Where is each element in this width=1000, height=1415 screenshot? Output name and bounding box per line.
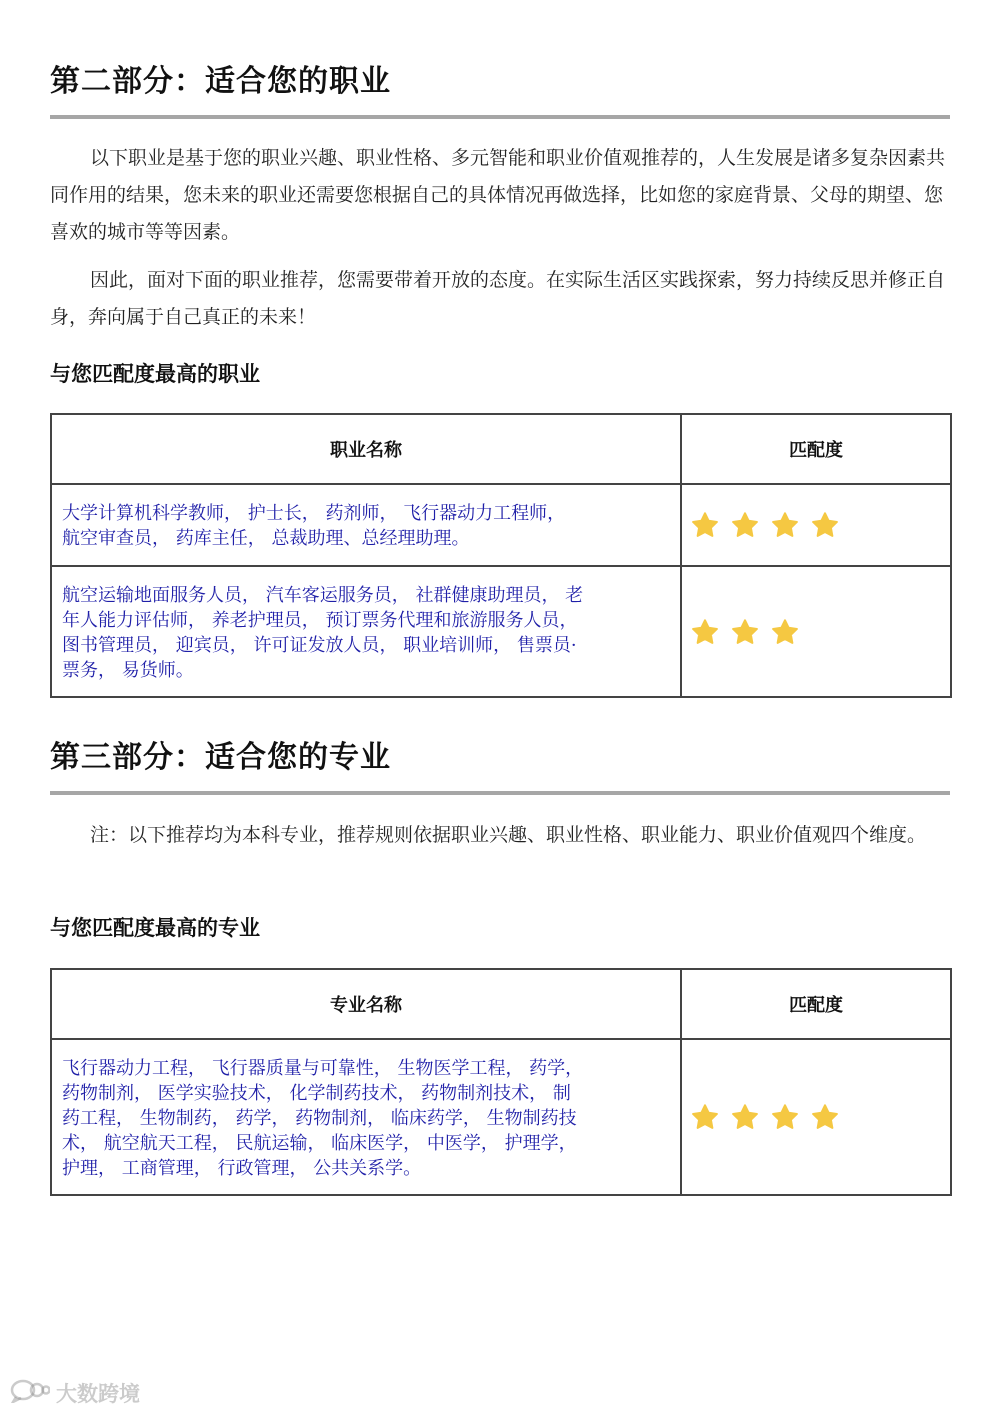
note-paragraph: 注：以下推荐均为本科专业，推荐规则依据职业兴趣、职业性格、职业能力、职业价值观四个维度。	[90, 824, 927, 846]
career-names-cell	[51, 484, 681, 566]
star-icon	[812, 512, 838, 538]
match-rating-cell	[681, 1039, 951, 1195]
star-rating	[692, 1104, 949, 1130]
major-names-line: 护理， 工商管理， 行政管理， 公共关系学。	[62, 1157, 422, 1179]
major-names-line: 飞行器动力工程， 飞行器质量与可靠性， 生物医学工程， 药学，	[62, 1057, 584, 1079]
chat-bubble-icon	[10, 1379, 50, 1408]
section-divider	[50, 791, 950, 795]
section-divider	[50, 115, 950, 119]
table-header-row	[51, 414, 951, 484]
watermark-text: 大数跨境	[56, 1382, 140, 1406]
match-rating-cell	[681, 566, 951, 697]
watermark	[10, 1378, 140, 1408]
majors-match-table	[50, 968, 952, 1196]
majors-subheading: 与您匹配度最高的专业	[50, 916, 260, 940]
star-icon	[732, 1104, 758, 1130]
careers-match-table	[50, 413, 952, 698]
star-icon	[772, 619, 798, 645]
star-rating	[692, 619, 949, 645]
career-names-line: 年人能力评估师， 养老护理员， 预订票务代理和旅游服务人员，	[62, 609, 578, 631]
career-names-line: 航空审查员， 药库主任， 总裁助理、总经理助理。	[62, 528, 470, 549]
star-icon	[732, 619, 758, 645]
intro-paragraph: 以下职业是基于您的职业兴趣、职业性格、多元智能和职业价值观推荐的，人生发展是诸多复杂因素共同作用的结果，您未来的职业还需要您根据自己的具体情况再做选择，比如您的家庭背景、父母的期望、您喜欢的城市等等因素。	[50, 147, 946, 243]
careers-subheading: 与您匹配度最高的职业	[50, 362, 260, 386]
column-header-match: 匹配度	[681, 969, 951, 1039]
table-row	[51, 484, 951, 566]
major-names-cell	[51, 1039, 681, 1195]
column-header-match: 匹配度	[681, 414, 951, 484]
star-icon	[692, 1104, 718, 1130]
major-names-line: 药工程， 生物制药， 药学， 药物制剂， 临床药学， 生物制药技	[62, 1107, 577, 1129]
openness-paragraph: 因此，面对下面的职业推荐，您需要带着开放的态度。在实际生活区实践探索，努力持续反思并修正自身，奔向属于自己真正的未来！	[50, 269, 946, 328]
table-row	[51, 566, 951, 697]
career-names-line: 航空运输地面服务人员， 汽车客运服务员， 社群健康助理员， 老	[62, 584, 584, 606]
table-row	[51, 1039, 951, 1195]
section-title-majors: 第三部分：适合您的专业	[50, 740, 391, 775]
column-header-major-name: 专业名称	[51, 969, 681, 1039]
column-header-career-name: 职业名称	[51, 414, 681, 484]
career-names-line: 图书管理员， 迎宾员， 许可证发放人员， 职业培训师， 售票员·	[62, 634, 577, 656]
star-icon	[772, 1104, 798, 1130]
career-names-cell	[51, 566, 681, 697]
star-rating	[692, 512, 949, 538]
star-icon	[732, 512, 758, 538]
star-icon	[772, 512, 798, 538]
career-names-line: 票务， 易货师。	[62, 659, 194, 681]
major-names-line: 药物制剂， 医学实验技术， 化学制药技术， 药物制剂技术， 制	[62, 1082, 571, 1104]
match-rating-cell	[681, 484, 951, 566]
career-names-line: 大学计算机科学教师， 护士长， 药剂师， 飞行器动力工程师，	[62, 503, 566, 524]
section-title-careers: 第二部分：适合您的职业	[50, 64, 391, 99]
table-header-row	[51, 969, 951, 1039]
star-icon	[692, 619, 718, 645]
major-names-line: 术， 航空航天工程， 民航运输， 临床医学， 中医学， 护理学，	[62, 1132, 577, 1154]
star-icon	[692, 512, 718, 538]
star-icon	[812, 1104, 838, 1130]
